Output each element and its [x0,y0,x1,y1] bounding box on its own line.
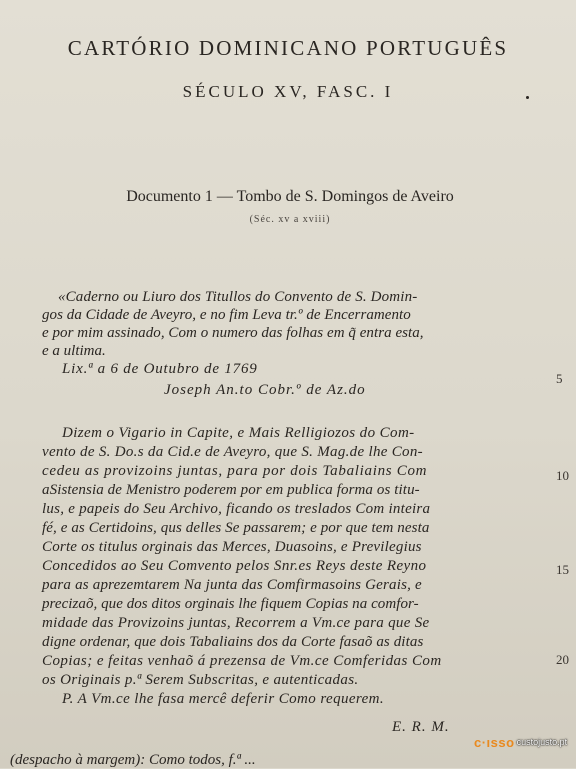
page-title: CARTÓRIO DOMINICANO PORTUGUÊS [67,36,509,60]
text-line: vento de S. Do.s da Cid.e de Aveyro, que S. Mag.de lhe Con- [42,444,423,460]
line-number: 20 [556,652,569,667]
text-line: Concedidos ao Seu Comvento pelos Snr.es Reys deste Reyno [42,558,427,574]
text-line: midade das Provizoins juntas, Recorrem a Vm.ce para que Se [42,615,430,631]
text-line: Lix.ª a 6 de Outubro de 1769 [62,361,258,377]
text-line: Joseph An.to Cobr.º de Az.do [164,382,366,398]
text-line: P. A Vm.ce lhe fasa mercê deferir Como requerem. [62,691,385,707]
text-line: e por mim assinado, Com o numero das folhas em q̃ entra esta, [42,325,424,341]
watermark [474,731,570,753]
decorative-dot [526,96,529,99]
text-line: Dizem o Vigario in Capite, e Mais Relligiozos do Com- [62,425,415,441]
document-heading: Documento 1 — Tombo de S. Domingos de Aveiro [126,188,454,205]
text-line: Corte os titulus orginais das Merces, Duasoins, e Previlegius [42,539,422,555]
watermark-logo: c·ısso [474,734,515,750]
text-line: para as aprezemtarem Na junta das Comfirmasoins Gerais, e [42,577,422,593]
text-line: digne ordenar, que dois Tabaliains dos da Corte fasaõ as ditas [42,634,424,650]
line-number: 10 [556,468,569,483]
page-subtitle: SÉCULO XV, FASC. I [182,82,394,101]
text-line: fé, e as Certidoins, qus delles Se passarem; e por que tem nesta [42,520,430,536]
text-line: cedeu as provizoins juntas, para por dois Tabaliains Com [42,463,428,479]
line-number: 15 [556,562,569,577]
text-line: e a ultima. [42,343,106,359]
watermark-site: custojusto.pt [516,737,568,747]
text-line: «Caderno ou Liuro dos Titullos do Convento de S. Domin- [58,289,418,305]
cut-off-text-line: (despacho à margem): Como todos, f.ª ... [10,752,256,768]
signature-line: E. R. M. [392,719,450,735]
text-line: gos da Cidade de Aveyro, e no fim Leva tr.º de Encerramento [42,307,411,323]
text-line: aSistensia de Menistro poderem por em publica forma os titu- [42,482,420,498]
text-line: precizaõ, que dos ditos orginais lhe fiquem Copias na comfor- [42,596,419,612]
text-line: lus, e papeis do Seu Archivo, ficando os treslados Com inteira [42,501,431,517]
text-line: Copias; e feitas venhaõ á prezensa de Vm.ce Comferidas Com [42,653,442,669]
document-date-range: (Séc. xv a xviii) [249,214,331,225]
text-line: os Originais p.ª Serem Subscritas, e autenticadas. [42,672,359,688]
line-number: 5 [556,371,563,386]
